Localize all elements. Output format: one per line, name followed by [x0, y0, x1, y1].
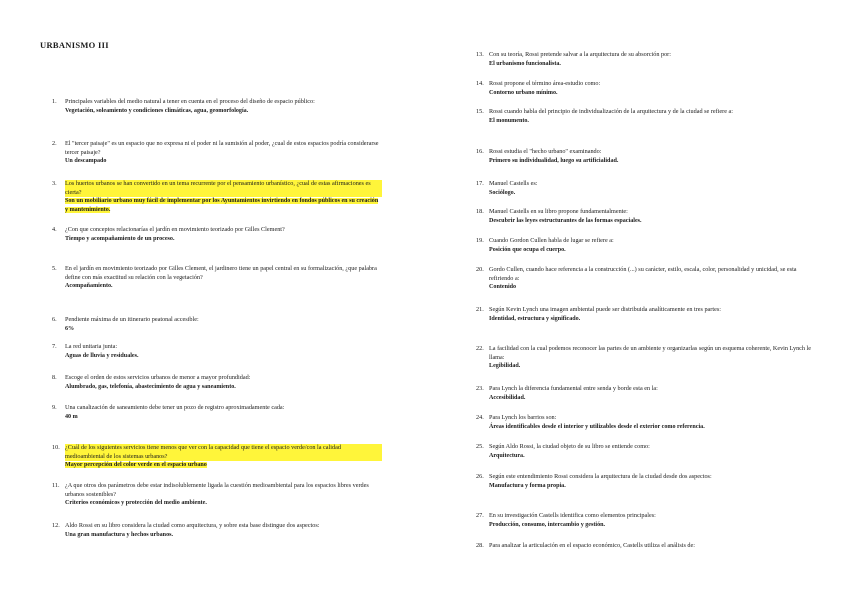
question-text: Para analizar la articulación en el espacio económico, Castells utiliza el análisis de:	[489, 542, 695, 549]
question-item	[52, 226, 382, 243]
question-row	[476, 51, 816, 60]
question-item	[476, 208, 816, 225]
answer-text: Primero su individualidad, luego su artificialidad.	[489, 157, 619, 164]
question-row	[476, 414, 816, 423]
question-number: 26.	[476, 473, 484, 480]
question-row	[52, 265, 382, 282]
question-text: El "tercer paisaje" es un espacio que no expresa ni el poder ni la sumisión al poder, ¿cual de estos espacios podría considerarse tercer paisaje?	[65, 140, 379, 156]
question-item	[52, 444, 382, 470]
question-number: 23.	[476, 385, 484, 392]
question-item	[52, 343, 382, 360]
question-row	[476, 443, 816, 452]
answer-text: Manufactura y forma propia.	[489, 482, 566, 489]
answer-text: Contenido	[489, 284, 517, 291]
question-text: Según Kevin Lynch una imagen ambiental puede ser distribuida analíticamente en tres partes:	[489, 306, 721, 313]
question-item	[52, 482, 382, 508]
question-number: 2.	[52, 140, 57, 147]
question-text: Según este entendimiento Rossi considera la arquitectura de la ciudad desde dos aspectos:	[489, 473, 712, 480]
question-row	[52, 98, 382, 107]
question-row	[52, 316, 382, 325]
question-number: 3.	[52, 180, 57, 187]
question-number: 13.	[476, 51, 484, 58]
question-text: Escoge el orden de estos servicios urbanos de menor a mayor profundidad:	[65, 374, 251, 381]
answer-text: Accesibilidad.	[489, 394, 526, 401]
question-number: 16.	[476, 148, 484, 155]
question-item	[52, 374, 382, 391]
question-item	[52, 404, 382, 421]
answer-text: Acompañamiento.	[65, 283, 113, 290]
question-item	[476, 108, 816, 125]
question-row	[52, 522, 382, 531]
question-number: 22.	[476, 345, 484, 352]
question-item	[476, 180, 816, 197]
question-number: 25.	[476, 443, 484, 450]
question-item	[476, 237, 816, 254]
answer-text: Vegetación, soleamiento y condiciones climáticas, agua, geomorfología.	[65, 107, 249, 114]
question-item	[476, 542, 816, 551]
answer-row	[476, 157, 816, 166]
answer-row	[52, 157, 382, 166]
answer-text: Legibilidad.	[489, 363, 521, 370]
question-number: 18.	[476, 208, 484, 215]
question-number: 21.	[476, 306, 484, 313]
question-text: Los huertos urbanos se han convertido en un tema recurrente por el pensamiento urbanístico, ¿cual de estas afirmaciones es cierta?	[65, 180, 382, 197]
answer-row	[476, 246, 816, 255]
question-text: En su investigación Castells identifica como elementos principales:	[489, 512, 656, 519]
answer-text: Alumbrado, gas, telefonía, abastecimiento de agua y saneamiento.	[65, 383, 236, 390]
question-row	[476, 345, 816, 362]
answer-text: Posición que ocupa el cuerpo.	[489, 246, 566, 253]
question-text: Una canalización de saneamiento debe tener un pozo de registro aproximadamente cada:	[65, 404, 285, 411]
answer-text: Contorno urbano mínimo.	[489, 89, 558, 96]
answer-row	[52, 461, 382, 470]
answer-text: Producción, consumo, intercambio y gestión.	[489, 521, 606, 528]
question-row	[476, 108, 816, 117]
answer-text: Aguas de lluvia y residuales.	[65, 352, 139, 359]
question-item	[476, 80, 816, 97]
answer-text: Arquitectura.	[489, 452, 525, 459]
answer-text: Descubrir las leyes estructurantes de las formas espaciales.	[489, 217, 642, 224]
answer-row	[476, 362, 816, 371]
answer-row	[52, 531, 382, 540]
question-text: Pendiente máxima de un itinerario peatonal accesible:	[65, 316, 199, 323]
answer-row	[476, 423, 816, 432]
question-row	[52, 444, 382, 461]
question-number: 8.	[52, 374, 57, 381]
question-number: 27.	[476, 512, 484, 519]
answer-row	[476, 217, 816, 226]
answer-row	[476, 189, 816, 198]
answer-text: Un descampado	[65, 158, 107, 165]
question-row	[476, 180, 816, 189]
answer-text: El urbanismo funcionalista.	[489, 60, 561, 67]
question-text: La red unitaria junta:	[65, 343, 118, 350]
answer-text: Sociólogo.	[489, 189, 516, 196]
question-row	[52, 180, 382, 197]
question-number: 7.	[52, 343, 57, 350]
answer-row	[52, 235, 382, 244]
question-text: ¿Con que conceptos relacionarías el jardín en movimiento teorizado por Gilles Clement?	[65, 226, 285, 233]
question-number: 5.	[52, 265, 57, 272]
answer-text: 6%	[65, 325, 75, 332]
answer-text: Son un mobiliario urbano muy fácil de implementar por los Ayuntamientos invirtiendo en fondos públicos en su creación y mantenimiento.	[65, 198, 379, 213]
question-item	[52, 180, 382, 214]
answer-row	[52, 282, 382, 291]
question-text: Aldo Rossi en su libro considera la ciudad como arquitectura, y sobre esta base distingue dos aspectos:	[65, 522, 320, 529]
question-number: 20.	[476, 266, 484, 273]
question-row	[476, 237, 816, 246]
question-row	[52, 226, 382, 235]
question-row	[52, 482, 382, 499]
question-row	[476, 542, 816, 551]
answer-row	[476, 89, 816, 98]
answer-text: Tiempo y acompañamiento de un proceso.	[65, 235, 175, 242]
question-text: Rossi estudia el "hecho urbano" examinando:	[489, 148, 602, 155]
question-item	[52, 316, 382, 333]
answer-text: Mayor percepción del color verde en el espacio urbano	[65, 462, 207, 469]
question-text: Manuel Castells en su libro propone fundamentalmente:	[489, 208, 628, 215]
question-number: 4.	[52, 226, 57, 233]
question-row	[476, 208, 816, 217]
question-item	[476, 414, 816, 431]
question-text: Principales variables del medio natural a tener en cuenta en el proceso del diseño de espacio público:	[65, 98, 315, 105]
question-number: 14.	[476, 80, 484, 87]
answer-text: Áreas identificables desde el interior y utilizables desde el exterior como referencia.	[489, 423, 705, 430]
question-item	[476, 512, 816, 529]
question-text: Con su teoría, Rossi pretende salvar a la arquitectura de su absorción por:	[489, 51, 671, 58]
answer-text: Criterios económicos y protección del medio ambiente.	[65, 500, 207, 507]
question-item	[476, 306, 816, 323]
answer-row	[476, 315, 816, 324]
question-item	[476, 443, 816, 460]
question-row	[52, 140, 382, 157]
question-item	[476, 266, 816, 292]
question-item	[476, 148, 816, 165]
question-number: 9.	[52, 404, 57, 411]
answer-row	[476, 482, 816, 491]
question-text: Rossi propone el término área-estudio como:	[489, 80, 601, 87]
question-text: En el jardín en movimiento teorizado por Gilles Clement, el jardinero tiene un papel central en su formalización, ¿que palabra define con más exactitud su relación con la vegetación?	[65, 265, 377, 281]
question-item	[476, 385, 816, 402]
question-item	[52, 265, 382, 291]
answer-text: Identidad, estructura y significado.	[489, 315, 581, 322]
question-item	[476, 51, 816, 68]
question-text: ¿A que otros dos parámetros debe estar indisolublemente ligada la cuestión medioambiental para los espacios libres verdes urbanos sostenibles?	[65, 482, 369, 498]
answer-row	[52, 383, 382, 392]
answer-text: 40 m	[65, 413, 78, 420]
question-text: Para Lynch la diferencia fundamental entre senda y borde esta en la:	[489, 385, 658, 392]
question-row	[476, 148, 816, 157]
answer-row	[476, 452, 816, 461]
question-number: 12.	[52, 522, 60, 529]
answer-row	[52, 197, 382, 214]
question-row	[476, 306, 816, 315]
question-number: 10.	[52, 444, 60, 451]
question-item	[52, 522, 382, 539]
question-text: Cuando Gordon Cullen habla de lugar se refiere a:	[489, 237, 614, 244]
question-text: La facilidad con la cual podemos reconocer las partes de un ambiente y organizarlas según un esquema coherente, Kevin Lynch le llama:	[489, 345, 812, 361]
answer-row	[476, 60, 816, 69]
question-row	[52, 374, 382, 383]
question-text: Rossi cuando habla del principio de individualización de la arquitectura y de la ciudad se refiere a:	[489, 108, 733, 115]
question-row	[476, 385, 816, 394]
question-text: Según Aldo Rossi, la ciudad objeto de su libro se entiende como:	[489, 443, 650, 450]
answer-row	[476, 521, 816, 530]
answer-row	[52, 325, 382, 334]
question-item	[476, 473, 816, 490]
question-row	[476, 266, 816, 283]
answer-row	[52, 107, 382, 116]
question-text: ¿Cuál de los siguientes servicios tiene menos que ver con la capacidad que tiene el espacio verde/con la calidad medioambiental de los sistemas urbanos?	[65, 444, 382, 461]
answer-row	[476, 117, 816, 126]
answer-row	[52, 499, 382, 508]
answer-text: Una gran manufactura y hechos urbanos.	[65, 531, 174, 538]
answer-row	[476, 394, 816, 403]
question-number: 28.	[476, 542, 484, 549]
question-row	[476, 473, 816, 482]
question-item	[52, 98, 382, 115]
question-number: 24.	[476, 414, 484, 421]
question-text: Manuel Castells es:	[489, 180, 538, 187]
question-row	[476, 80, 816, 89]
question-number: 15.	[476, 108, 484, 115]
question-item	[52, 140, 382, 166]
answer-row	[52, 413, 382, 422]
question-row	[52, 343, 382, 352]
question-row	[52, 404, 382, 413]
question-row	[476, 512, 816, 521]
answer-row	[52, 352, 382, 361]
answer-text: El monumento.	[489, 117, 529, 124]
question-number: 11.	[52, 482, 60, 489]
question-number: 6.	[52, 316, 57, 323]
question-number: 19.	[476, 237, 484, 244]
question-text: Para Lynch los barrios son:	[489, 414, 557, 421]
question-number: 1.	[52, 98, 57, 105]
question-item	[476, 345, 816, 371]
question-number: 17.	[476, 180, 484, 187]
answer-row	[476, 283, 816, 292]
document-title: URBANISMO III	[40, 40, 109, 50]
question-text: Gordo Cullen, cuando hace referencia a la construcción (...) su carácter, estilo, escala, color, personalidad y unicidad, se esta refiriendo a:	[489, 266, 797, 282]
